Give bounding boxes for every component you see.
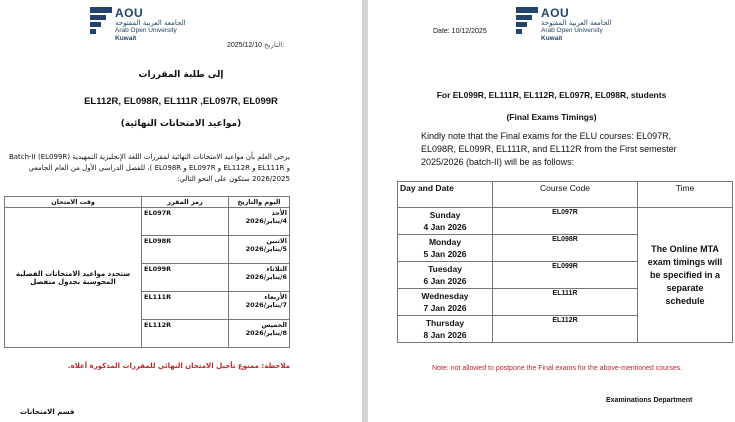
subject: (مواعيد الامتحانات النهائية) xyxy=(120,119,242,129)
row-day-date: الأربعاء 7/يناير/2026 xyxy=(229,292,290,320)
exam-schedule-table-en xyxy=(397,181,733,343)
row-course-code: EL098R xyxy=(142,236,229,264)
row-course-code: EL111R xyxy=(142,292,229,320)
body-line-3: 2026/2025 ستكون على النحو التالي: xyxy=(177,175,290,183)
logo-abbr: AOU xyxy=(115,6,144,20)
note: ملاحظة: ممنوع تأجيل الامتحان النهائي للمقررات المذكورة أعلاه. xyxy=(67,362,290,370)
row-day-date: الثلاثاء 6/يناير/2026 xyxy=(229,264,290,292)
row-course-code: EL097R xyxy=(493,208,638,235)
body-line-1: يرجى العلم بأن مواعيد الامتحانات النهائية لمقررات اللغة الإنجليزية التمهيدية (EL099R) Batch-II xyxy=(8,153,290,161)
row-day-date: الأحد 4/يناير/2026 xyxy=(229,208,290,236)
aou-logo xyxy=(90,7,186,42)
header-course-code: Course Code xyxy=(493,182,638,208)
logo-country: Kuwait xyxy=(541,34,563,42)
logo-english-name: Arab Open University xyxy=(541,27,603,34)
english-page xyxy=(368,0,735,422)
date-label: التاريخ: xyxy=(264,41,285,49)
row-exam-time-note: ستحدد مواعيد الامتحانات الفصلية المحوسبة بجدول منفصل xyxy=(5,208,142,348)
table-row xyxy=(398,208,733,235)
heading: For EL099R, EL111R, EL112R, EL097R, EL098R, students xyxy=(436,90,667,100)
note: Note: not allowed to postpone the Final exams for the above-mentioned courses. xyxy=(432,365,683,372)
arabic-page xyxy=(0,0,362,422)
row-course-code: EL098R xyxy=(493,235,638,262)
signature: قسم الامتحانات xyxy=(20,408,75,416)
logo-arabic-name: الجامعة العربية المفتوحة xyxy=(115,19,186,27)
header-day-date: Day and Date xyxy=(398,182,493,208)
table-header-row xyxy=(5,197,290,208)
date-value: 2025/12/10 xyxy=(227,42,263,49)
table-row xyxy=(5,208,290,236)
row-day-date: الاثنين 5/يناير/2026 xyxy=(229,236,290,264)
body-line-2: و EL111R و EL112R و EL097R و EL098R )، للفصل الدراسي الأول من العام الجامعي xyxy=(28,164,290,172)
logo-abbr: AOU xyxy=(541,6,570,20)
row-course-code: EL097R xyxy=(142,208,229,236)
subject: (Final Exams Timings) xyxy=(506,112,597,122)
body-paragraph xyxy=(4,152,290,185)
row-course-code: EL099R xyxy=(142,264,229,292)
aou-logo-mark xyxy=(516,7,538,35)
table-header-row xyxy=(398,182,733,208)
row-day-date: Thursday 8 Jan 2026 xyxy=(398,316,493,343)
row-day-date: Monday 5 Jan 2026 xyxy=(398,235,493,262)
date-field xyxy=(227,41,285,49)
row-course-code: EL112R xyxy=(142,320,229,348)
header-course-code: رمز المقرر xyxy=(142,197,229,208)
row-course-code: EL112R xyxy=(493,316,638,343)
signature: Examinations Department xyxy=(606,397,693,404)
row-time-note: The Online MTA exam timings will be specified in a separate schedule xyxy=(638,208,733,343)
aou-logo-mark xyxy=(90,7,112,35)
header-day-date: اليوم والتاريخ xyxy=(229,197,290,208)
exam-schedule-table-ar xyxy=(4,196,290,348)
body-paragraph: Kindly note that the Final exams for the ELU courses: EL097R, EL098R, EL099R, EL111R, and EL112R from the First semester 2025/2026 (batch-II) will be as follows: xyxy=(421,131,677,167)
date: Date: 10/12/2025 xyxy=(433,28,487,35)
row-course-code: EL111R xyxy=(493,289,638,316)
logo-english-name: Arab Open University xyxy=(115,27,177,34)
header-exam-time: وقت الامتحان xyxy=(5,197,142,208)
row-day-date: Wednesday 7 Jan 2026 xyxy=(398,289,493,316)
courses-line: EL112R, EL098R, EL111R ,EL097R, EL099R xyxy=(84,96,278,107)
row-day-date: الخميس 8/يناير/2026 xyxy=(229,320,290,348)
row-course-code: EL099R xyxy=(493,262,638,289)
addressee: إلى طلبة المقررات xyxy=(138,70,224,80)
aou-logo xyxy=(516,7,612,42)
logo-arabic-name: الجامعة العربية المفتوحة xyxy=(541,19,612,27)
logo-country: Kuwait xyxy=(115,34,137,42)
header-time: Time xyxy=(638,182,733,208)
row-day-date: Tuesday 6 Jan 2026 xyxy=(398,262,493,289)
row-day-date: Sunday 4 Jan 2026 xyxy=(398,208,493,235)
